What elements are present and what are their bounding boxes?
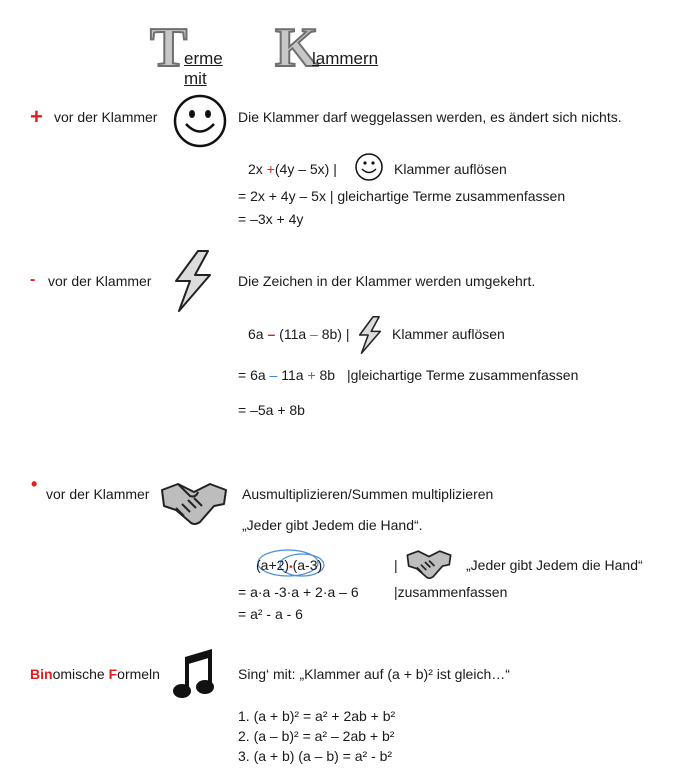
times-label: vor der Klammer — [46, 486, 150, 502]
minus-ex-c: – — [310, 326, 318, 342]
title-word-1: erme mit — [184, 49, 223, 88]
music-note-icon — [172, 645, 218, 703]
minus-l2-c: 11a — [281, 367, 304, 383]
times-line2-action: |zusammenfassen — [394, 584, 508, 600]
plus-example — [248, 161, 337, 177]
binom-label — [30, 666, 160, 682]
plus-line2: = 2x + 4y – 5x | gleichartige Terme zusammenfassen — [238, 188, 566, 204]
plus-ex-sign: + — [266, 161, 275, 177]
handshake-icon — [160, 476, 228, 530]
minus-ex-a: 6a — [248, 326, 264, 342]
minus-example — [248, 326, 349, 342]
binom-formula-1: 1. (a + b)² = a² + 2ab + b² — [238, 708, 396, 724]
times-ex-b: (a-3) — [292, 557, 323, 573]
binom-formula-2: 2. (a – b)² = a² – 2ab + b² — [238, 728, 395, 744]
times-ex-dot: • — [289, 562, 293, 573]
minus-l2-b: – — [269, 367, 278, 383]
minus-line2 — [238, 367, 578, 383]
times-ex-bar: | — [394, 557, 398, 573]
times-example — [256, 557, 322, 573]
binom-label-rest2: ormeln — [117, 666, 160, 682]
minus-label: vor der Klammer — [48, 273, 152, 289]
minus-l2-f: |gleichartige Terme zusammenfassen — [346, 367, 579, 383]
minus-sign: - — [30, 271, 36, 288]
times-ex-quote: „Jeder gibt Jedem die Hand“ — [466, 557, 643, 573]
binom-label-f: F — [108, 666, 118, 682]
plus-label: vor der Klammer — [54, 109, 158, 125]
times-line2: = a·a -3·a + 2·a – 6 — [238, 584, 359, 600]
plus-ex-a: 2x — [248, 161, 263, 177]
binom-rule: Sing‘ mit: „Klammer auf (a + b)² ist gleich…“ — [238, 666, 510, 682]
minus-ex-sign: – — [267, 326, 276, 342]
plus-ex-action: Klammer auflösen — [394, 161, 507, 177]
lightning-icon — [170, 248, 216, 314]
title-word-2: lammern — [312, 49, 379, 68]
plus-rule: Die Klammer darf weggelassen werden, es ändert sich nichts. — [238, 109, 622, 125]
plus-line3: = –3x + 4y — [238, 211, 304, 227]
times-sign: • — [31, 474, 38, 494]
minus-ex-d: 8b) | — [321, 326, 350, 342]
minus-ex-action: Klammer auflösen — [392, 326, 505, 342]
smiley-icon — [172, 93, 228, 149]
plus-sign: + — [30, 104, 43, 129]
times-ex-a: (a+2) — [256, 557, 290, 573]
minus-l2-a: = 6a — [238, 367, 266, 383]
minus-l2-d: + — [307, 367, 316, 383]
minus-line3: = –5a + 8b — [238, 402, 305, 418]
minus-ex-b: (11a — [279, 326, 307, 342]
plus-ex-b: (4y – 5x) | — [274, 161, 337, 177]
title-letter-t: T — [150, 17, 188, 79]
lightning-small-icon — [356, 314, 384, 356]
smiley-small-icon — [354, 152, 384, 182]
times-rule: Ausmultiplizieren/Summen multiplizieren — [242, 486, 494, 502]
minus-l2-e: 8b — [319, 367, 336, 383]
binom-label-rest1: omische — [52, 666, 105, 682]
handshake-small-icon — [406, 545, 452, 583]
title-letter-k: K — [275, 17, 319, 79]
minus-rule: Die Zeichen in der Klammer werden umgekehrt. — [238, 273, 536, 289]
binom-label-bin: Bin — [30, 666, 53, 682]
times-line3: = a² - a - 6 — [238, 606, 303, 622]
binom-formula-3: 3. (a + b) (a – b) = a² - b² — [238, 748, 393, 764]
times-quote: „Jeder gibt Jedem die Hand“. — [242, 517, 423, 533]
